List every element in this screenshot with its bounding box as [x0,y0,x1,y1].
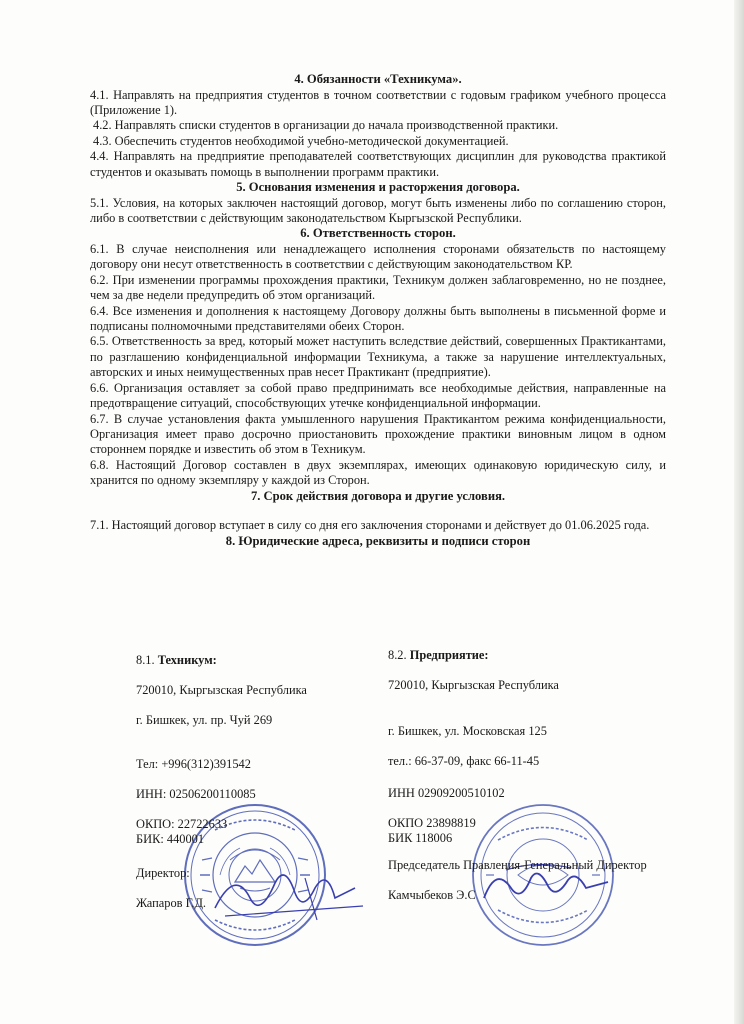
party-left-address: г. Бишкек, ул. пр. Чуй 269 [136,713,273,727]
clause-6-4: 6.4. Все изменения и дополнения к настоящему Договору должны быть выполнены в письменной форме и подписаны полномочными представителями обеих Сторон. [90,303,666,334]
clause-6-2: 6.2. При изменении программы прохождения практики, Техникум должен заблаговременно, но не позднее, чем за две недели предупредить об этом организаций. [90,272,666,303]
party-left-name: Техникум: [157,653,217,667]
clause-6-7: 6.7. В случае установления факта умышленного нарушения Практикантом режима конфиденциальности, Организация имеет право досрочно приостановить прохождение практики виновным лицом в одном стороннем порядке и известить об этом в Техникум. [90,411,666,457]
clause-6-1: 6.1. В случае неисполнения или ненадлежащего исполнения сторонами обязательств по настоящему договору они несут ответственность в соответствии с действующим законодательством КР. [90,242,666,272]
clause-4-2: 4.2. Направлять списки студентов в организации до начала производственной практики. [93,118,559,133]
section-5-title: 5. Основания изменения и расторжения договора. [236,180,520,195]
clause-5-1: 5.1. Условия, на которых заключен настоящий договор, могут быть изменены либо по соглашению сторон, либо в соответствии с действующим законодательством Кыргызской Республики. [90,195,666,226]
left-signature [205,858,365,928]
section-8-title: 8. Юридические адреса, реквизиты и подписи сторон [225,533,531,548]
clause-4-1: 4.1. Направлять на предприятия студентов в точном соответствии с годовым графиком учебного процесса (Приложение 1). [90,87,666,117]
party-right-bik: БИК 118006 [388,831,453,845]
party-left-heading [136,653,217,668]
party-right-okpo: ОКПО 23898819 [388,816,476,830]
party-left-bik: БИК: 440001 [136,832,205,846]
party-right-country: 720010, Кыргызская Республика [388,678,559,692]
party-left-okpo: ОКПО: 22722633 [136,817,228,831]
party-right-heading [388,648,489,663]
clause-4-3: 4.3. Обеспечить студентов необходимой учебно-методической документацией. [93,133,509,148]
party-right-phone: тел.: 66-37-09, факс 66-11-45 [388,754,540,768]
party-left-number: 8.1. [136,653,158,667]
clause-6-8: 6.8. Настоящий Договор составлен в двух экземплярах, имеющих одинаковую юридическую силу, и хранится по одному экземпляру у каждой из Сторон. [90,457,666,488]
section-7-title: 7. Срок действия договора и другие условия. [250,488,506,503]
clause-6-5: 6.5. Ответственность за вред, который может наступить вследствие действий, совершенных Практикантами, по разглашению конфиденциальной информации Техникума, а также за нарушение интеллектуальных, авторских и иных неимущественных прав несет Практикант (предприятие). [90,334,666,380]
party-right-inn: ИНН 02909200510102 [388,786,505,800]
party-right-director-label: Председатель Правления-Генеральный Директор [388,858,647,872]
party-right-name: Предприятие: [409,648,489,662]
party-left-country: 720010, Кыргызская Республика [136,683,307,697]
section-6-title: 6. Ответственность сторон. [300,226,456,241]
clause-7-1: 7.1. Настоящий договор вступает в силу со дня его заключения сторонами и действует до 01.06.2025 года. [90,518,650,533]
clause-4-4: 4.4. Направлять на предприятие преподавателей соответствующих дисциплин для руководства практикой студентов и оказывать помощь в выполнении программ практики. [90,149,666,179]
party-right-director-name: Камчыбеков Э.С [388,888,476,902]
party-right-address: г. Бишкек, ул. Московская 125 [388,724,547,738]
section-4-title: 4. Обязанности «Техникума». [294,72,462,86]
party-left-director-label: Директор: [136,866,190,880]
party-left-director-name: Жапаров Г.Д. [136,896,207,910]
party-right-number: 8.2. [388,648,410,662]
party-left-phone: Тел: +996(312)391542 [136,757,251,771]
party-left-inn: ИНН: 02506200110085 [136,787,256,801]
clause-6-6: 6.6. Организация оставляет за собой право предпринимать все необходимые действия, направленные на предотвращение ситуаций, способствующих утечке конфиденциальной информации. [90,380,666,411]
